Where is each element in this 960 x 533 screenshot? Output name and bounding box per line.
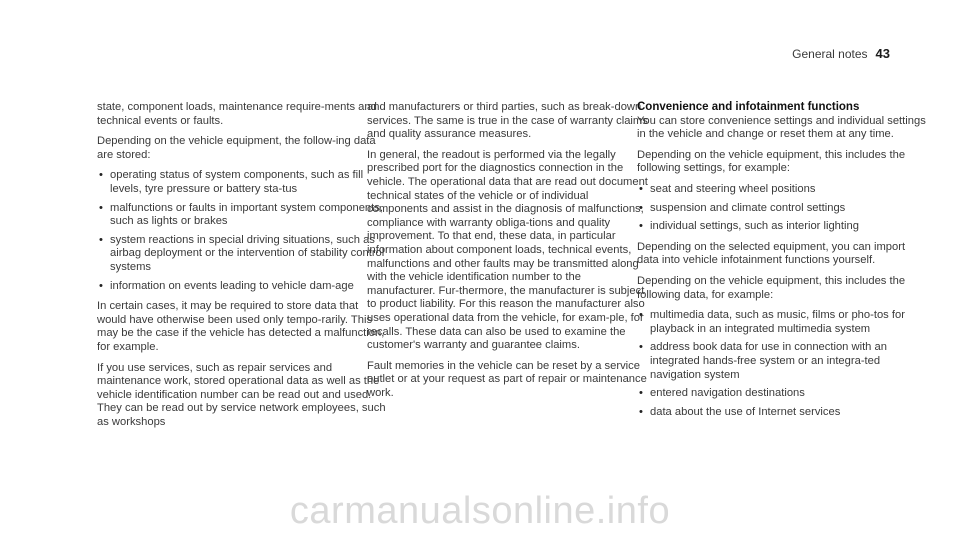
list-item: • malfunctions or faults in important system components, such as lights or brakes	[97, 202, 387, 229]
list-item: • address book data for use in connection with an integrated hands-free system or an integra-ted navigation system	[637, 341, 927, 382]
section-title: General notes	[792, 47, 868, 61]
paragraph-certain-cases: In certain cases, it may be required to store data that would have otherwise been used only tempo-rarily. This may be the case if the vehicle has detected a malfunction, for example.	[97, 300, 385, 353]
settings-list	[637, 183, 927, 234]
column-3	[637, 101, 927, 426]
paragraph-general: In general, the readout is performed via the legally prescribed port for the diagnostics connection in the vehicle. The operational data that are read out document technical states of the vehicle or of individual components and assist in the diagnosis of malfunctions, compliance with warranty obliga-tions and quality improvement. To that end, these data, in particular information about component loads, technical events, malfunctions and other faults may be transmitted along with the vehicle identification number to the manufacturer. Fur-thermore, the manufacturer is subject to product liability. For this reason the manufacturer also uses operational data from the vehicle, for exam-ple, for recalls. These data can also be used to examine the customer's warranty and guarantee claims.	[367, 148, 648, 352]
list-item: • system reactions in special driving situations, such as airbag deployment or the intervention of stability control systems	[97, 234, 387, 275]
stored-data-list	[97, 169, 387, 293]
list-item: • information on events leading to vehicle dam-age	[97, 280, 387, 294]
paragraph-fault-memories: Fault memories in the vehicle can be reset by a service outlet or at your request as part of repair or maintenance work.	[367, 359, 647, 399]
column-2	[367, 101, 651, 407]
list-item: • suspension and climate control settings	[637, 202, 927, 216]
list-item: • seat and steering wheel positions	[637, 183, 927, 197]
paragraph-depending-data: Depending on the vehicle equipment, this includes the following data, for example:	[637, 274, 906, 301]
list-item: • individual settings, such as interior lighting	[637, 220, 927, 234]
page-header	[792, 46, 890, 61]
data-list	[637, 309, 927, 419]
paragraph-intro: You can store convenience settings and individual settings in the vehicle and change or reset them at any time.	[637, 114, 926, 141]
list-item: • multimedia data, such as music, films or pho-tos for playback in an integrated multimedia system	[637, 309, 927, 336]
list-item: • data about the use of Internet services	[637, 406, 927, 420]
watermark: carmanualsonline.info	[289, 490, 671, 532]
list-item: • entered navigation destinations	[637, 387, 927, 401]
paragraph-manufacturers: and manufacturers or third parties, such as break-down services. The same is true in the case of warranty claims and quality assurance measures.	[367, 101, 648, 141]
list-item: • operating status of system components, such as fill levels, tyre pressure or battery sta-tus	[97, 169, 387, 196]
paragraph-intro: state, component loads, maintenance require-ments and technical events or faults.	[97, 101, 377, 127]
paragraph-depending: Depending on the vehicle equipment, the follow-ing data are stored:	[97, 135, 376, 161]
section-heading: Convenience and infotainment functions	[637, 101, 860, 113]
paragraph-services: If you use services, such as repair services and maintenance work, stored operational data as well as the vehicle identification number can be read out and used. They can be read out by service network employees, such as workshops	[97, 361, 386, 428]
column-1	[97, 101, 387, 436]
page-number: 43	[875, 46, 890, 61]
paragraph-import: Depending on the selected equipment, you can import data into vehicle infotainment functions yourself.	[637, 240, 906, 267]
paragraph-depending-settings: Depending on the vehicle equipment, this includes the following settings, for example:	[637, 148, 906, 175]
